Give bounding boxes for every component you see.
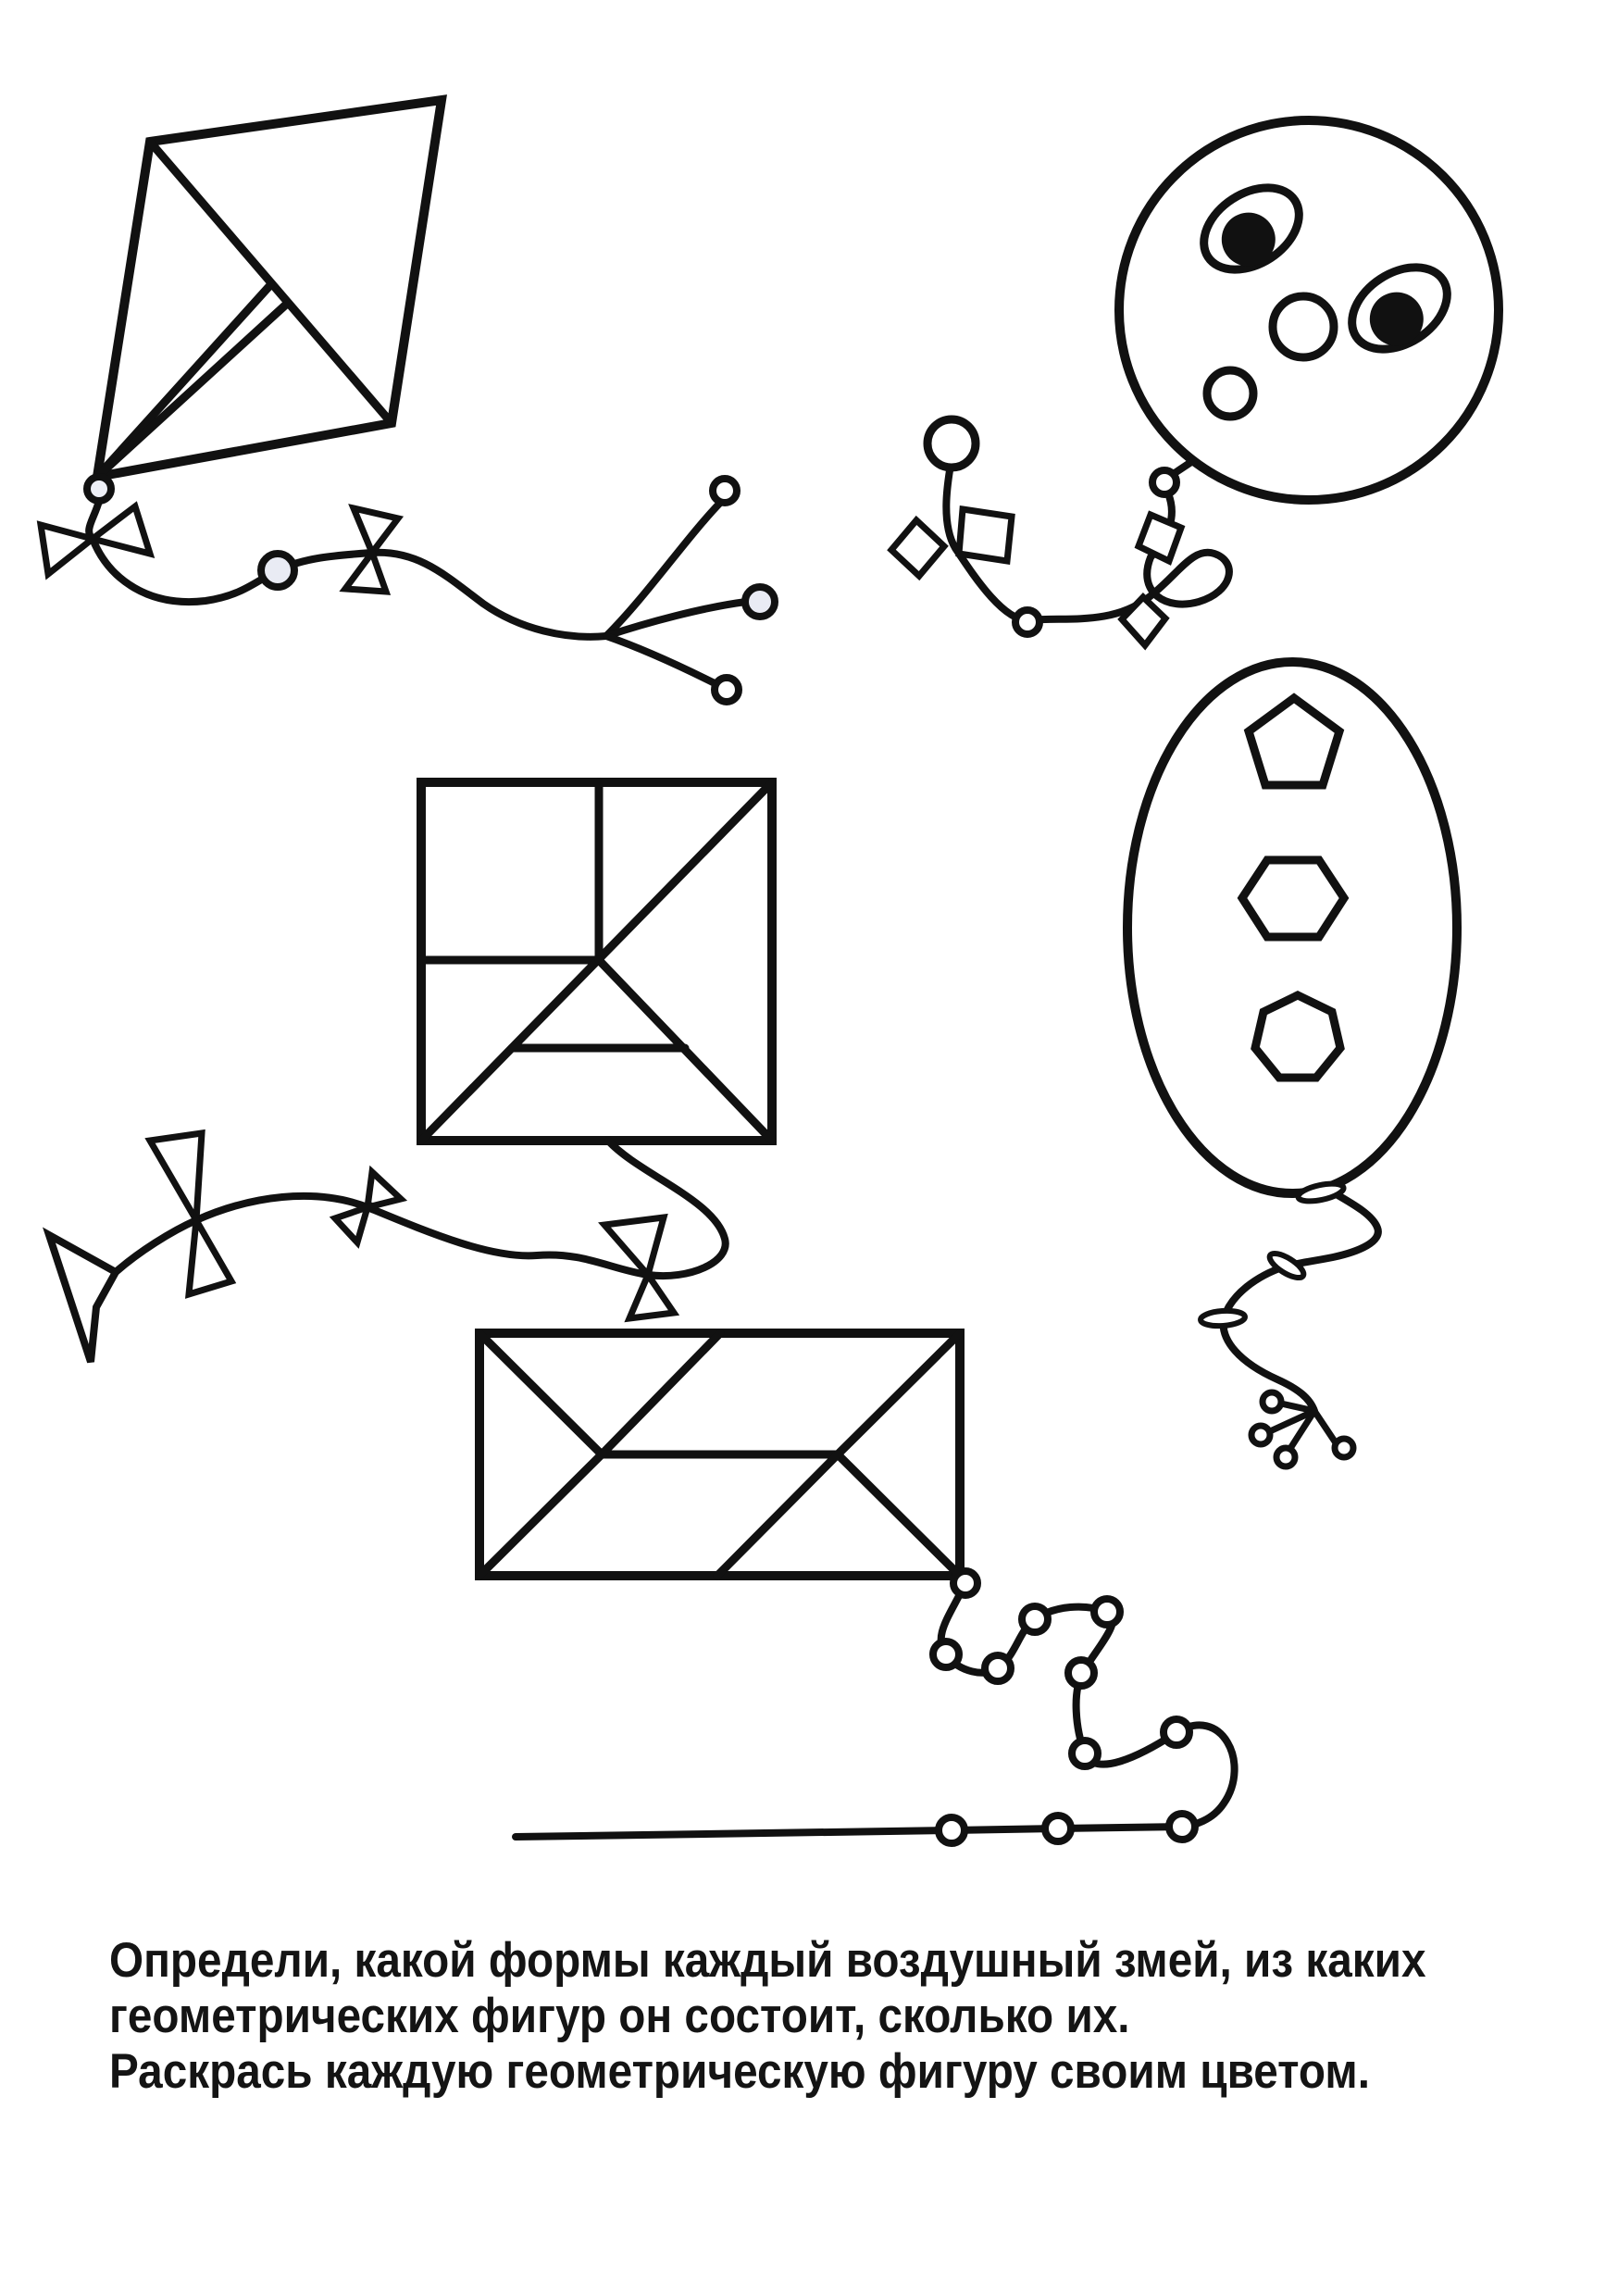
heptagon-shape <box>1255 995 1340 1078</box>
tail-end-circle <box>713 479 737 503</box>
hexagon-shape <box>1242 860 1344 937</box>
tail-bead <box>939 1817 965 1843</box>
tail-bead <box>933 1641 959 1667</box>
tail-tassel <box>1251 1392 1353 1466</box>
instruction-line-3: Раскрась каждую геометрическую фигуру своим цветом. <box>109 2044 1370 2099</box>
tassel-bead <box>1263 1392 1281 1411</box>
tail-bead <box>1152 470 1176 494</box>
tail-bead <box>1094 1599 1120 1625</box>
diamond-kite-tail <box>41 477 775 702</box>
oval-kite <box>1127 662 1457 1193</box>
tassel-bead <box>1335 1439 1353 1457</box>
kite-tip-bead <box>87 477 111 501</box>
tail-string <box>1224 1187 1378 1411</box>
pentagon-shape <box>1249 698 1339 785</box>
decoration-circle-small <box>1207 370 1253 417</box>
tail-knot <box>1266 1249 1307 1282</box>
instruction-line-2: геометрических фигур он состоит, сколько их. <box>109 1989 1130 2043</box>
task-instructions <box>109 1933 1525 2100</box>
tail-bead <box>1015 610 1039 634</box>
tail-string <box>89 501 606 637</box>
round-kite <box>1119 120 1499 500</box>
tail-bead <box>1022 1606 1048 1632</box>
tail-bead <box>985 1655 1011 1681</box>
tassel-bead <box>1276 1448 1295 1466</box>
tail-bead <box>1169 1814 1195 1840</box>
eye-left-icon <box>1189 171 1313 287</box>
rectangle-kite-tail <box>516 1571 1235 1843</box>
rectangle-kite-diag-1 <box>602 1333 720 1454</box>
tail-bead <box>1072 1741 1098 1766</box>
tail-string <box>516 1589 1235 1837</box>
rectangle-kite-diag-2 <box>838 1333 960 1454</box>
rectangle-kite-left-v <box>479 1333 602 1576</box>
tail-bow <box>335 1172 401 1242</box>
tail-bead <box>1068 1660 1094 1686</box>
tail-knot <box>1201 1309 1246 1327</box>
tail-end-bead <box>745 587 775 617</box>
tail-knot <box>1297 1180 1345 1204</box>
eye-right-icon <box>1337 251 1462 367</box>
tail-bead <box>953 1571 977 1595</box>
tail-dart <box>49 1235 116 1362</box>
tail-string-branch-bottom <box>606 636 715 683</box>
tail-bead <box>261 554 294 587</box>
tail-end-circle <box>927 419 976 468</box>
diamond-kite <box>97 100 442 477</box>
tassel-bead <box>1251 1426 1270 1444</box>
square-kite-tail <box>49 1133 726 1362</box>
oval-kite-tail <box>1201 1180 1378 1466</box>
instruction-line-1: Определи, какой формы каждый воздушный змей, из каких <box>109 1933 1426 1988</box>
oval-kite-outline <box>1127 662 1457 1193</box>
tail-end-circle <box>715 678 739 702</box>
square-kite <box>421 782 772 1141</box>
tail-bead <box>1164 1719 1189 1745</box>
rectangle-kite-diag-4 <box>717 1454 838 1576</box>
decoration-circle <box>1273 296 1334 357</box>
tail-bead <box>1045 1816 1071 1841</box>
rectangle-kite-diag-3 <box>838 1454 960 1576</box>
rectangle-kite <box>479 1333 960 1576</box>
